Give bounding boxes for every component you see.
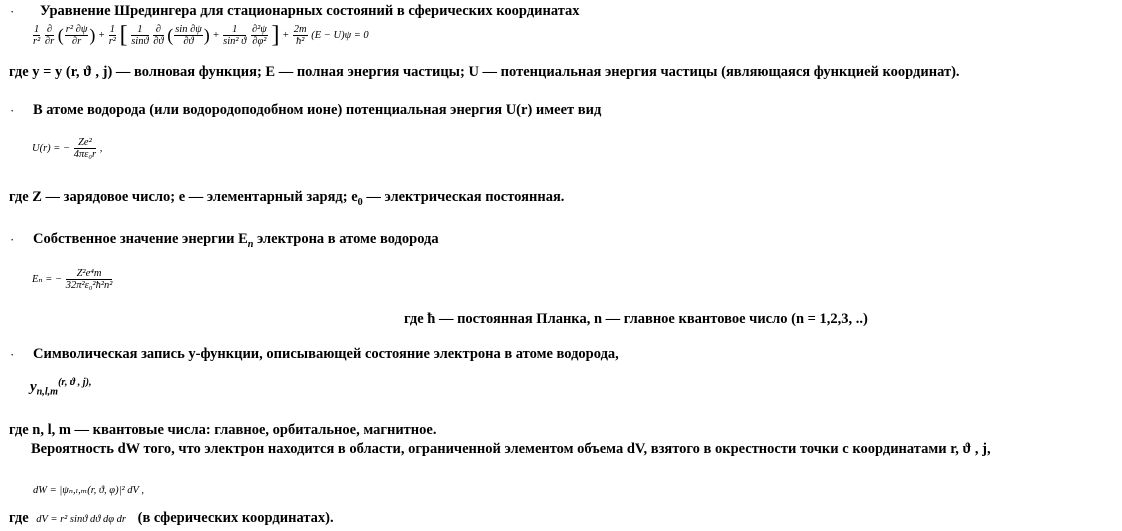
volume-element-line: где dV = r² sinϑ dϑ dφ dr (в сферических координатах). [9,510,334,526]
probability-description: Вероятность dW того, что электрон находится в области, ограниченной элементом объема dV, взятого в окрестности точки с координатами r, ϑ , j, [31,441,991,457]
quantum-numbers-description: где n, l, m — квантовые числа: главное, орбитальное, магнитное. [9,422,437,438]
bullet: · [10,347,15,362]
planck-description: где ħ — постоянная Планка, n — главное квантовое число (n = 1,2,3, ..) [404,311,868,327]
volume-equation: dV = r² sinϑ dϑ dφ dr [36,514,127,525]
schrodinger-equation: $\frac{1}{\text{r²}}$ $\frac{\partial}{\partial r}$ ( $\frac{\text{r² ∂ψ}}{\partial r}$ ) + $\frac{1}{\text{r²}}$ [ $\frac{1}{\sin ϑ}$ $\frac{\partial}{\partial ϑ}$ ( $\frac{\sin \partial\psi}{\partial ϑ}$ ) + $\frac{1}{\text{sin² ϑ}}$ $\frac{\text{∂²ψ}}{\text{∂φ²}}$ ] + $\frac{2m}{\text{ħ²}}$ (E − U)ψ = 0 [33,22,369,48]
psi-notation: $y_{n,l,m}^{(r, ϑ , j),}$ [30,377,92,398]
bullet: · [10,103,15,118]
potential-description: где Z — зарядовое число; e — элементарный заряд; $e_0$ — электрическая постоянная. [9,189,565,208]
potential-equation: U(r) = − $\frac{\text{Ze²}}{\text{4πε₀r}}$ , [32,137,103,161]
bullet: · [10,232,15,247]
probability-equation: dW = |ψₙ,ₗ,ₘ(r, ϑ, φ)|² dV , [33,485,144,496]
psi-heading: Символическая запись y-функции, описывающей состояние электрона в атоме водорода, [33,346,619,362]
schrodinger-heading: Уравнение Шредингера для стационарных состояний в сферических координатах [40,3,580,19]
energy-heading: Собственное значение энергии $E_n$ электрона в атоме водорода [33,231,439,250]
potential-heading: В атоме водорода (или водородоподобном ионе) потенциальная энергия U(r) имеет вид [33,102,602,118]
bullet: · [10,4,15,19]
wavefunction-description: где y = y (r, ϑ , j) — волновая функция; E — полная энергия частицы; U — потенциальная энергия частицы (являющаяся функцией координат). [9,64,960,80]
energy-equation: Eₙ = − $\frac{\text{Z²e⁴m}}{\text{32π²ε₀²ħ²n²}}$ [32,268,113,292]
